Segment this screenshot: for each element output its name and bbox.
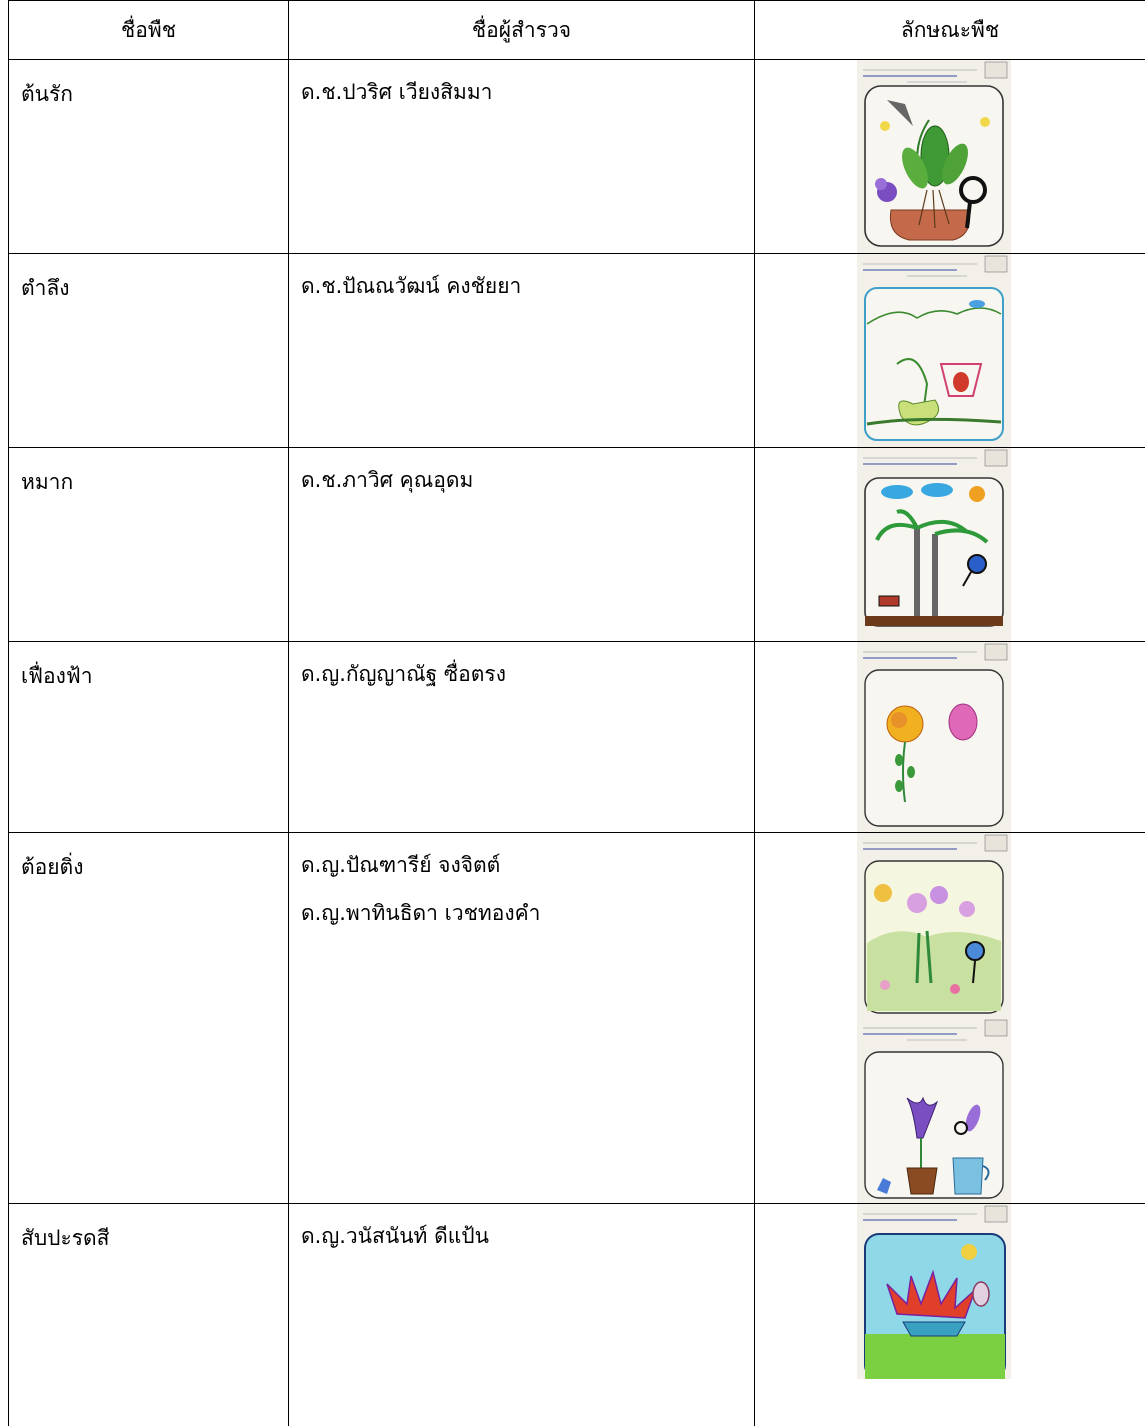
header-plant-name: ชื่อพืช — [9, 1, 289, 60]
plant-name: ต้อยติ่ง — [21, 855, 83, 879]
plant-name-cell — [9, 1204, 289, 1426]
surveyor-name: ด.ญ.วนัสนันท์ ดีแป้น — [301, 1222, 754, 1250]
header-plant-characteristics: ลักษณะพืช — [755, 1, 1145, 60]
header-surveyor-name: ชื่อผู้สำรวจ — [289, 1, 755, 60]
plant-drawing-image — [857, 642, 1011, 832]
plant-name-cell — [9, 254, 289, 448]
surveyor-cell — [289, 833, 755, 1204]
header-row — [9, 1, 1145, 60]
drawing-cell — [755, 254, 1145, 448]
plant-name: เฟื่องฟ้า — [21, 664, 93, 688]
surveyor-cell — [289, 448, 755, 642]
table-row — [9, 642, 1145, 833]
plant-drawing-image — [857, 1018, 1011, 1203]
plant-name: สับปะรดสี — [21, 1226, 110, 1250]
plant-name-cell — [9, 642, 289, 833]
surveyor-cell — [289, 60, 755, 254]
surveyor-cell — [289, 254, 755, 448]
drawing-cell — [755, 642, 1145, 833]
plant-drawing-image — [857, 448, 1011, 641]
table-row — [9, 833, 1145, 1204]
drawing-cell — [755, 1204, 1145, 1426]
plant-drawing-image — [857, 60, 1011, 253]
surveyor-name: ด.ญ.พาทินธิดา เวชทองคำ — [301, 899, 754, 927]
surveyor-name: ด.ญ.กัญญาณัฐ ซื่อตรง — [301, 660, 754, 688]
plant-name: หมาก — [21, 470, 73, 494]
surveyor-name: ด.ช.ปวริศ เวียงสิมมา — [301, 78, 754, 106]
plant-survey-table — [8, 0, 1145, 1426]
table-row — [9, 60, 1145, 254]
table-row — [9, 254, 1145, 448]
plant-drawing-image — [857, 833, 1011, 1018]
plant-name: ตำลึง — [21, 276, 70, 300]
surveyor-cell — [289, 1204, 755, 1426]
drawing-cell — [755, 60, 1145, 254]
plant-name: ต้นรัก — [21, 82, 73, 106]
drawing-cell — [755, 833, 1145, 1204]
surveyor-name: ด.ช.ปัณณวัฒน์ คงชัยยา — [301, 272, 754, 300]
surveyor-cell — [289, 642, 755, 833]
plant-name-cell — [9, 448, 289, 642]
plant-drawing-image — [857, 254, 1011, 447]
plant-drawing-image — [857, 1204, 1011, 1379]
plant-name-cell — [9, 60, 289, 254]
surveyor-name: ด.ช.ภาวิศ คุณอุดม — [301, 466, 754, 494]
surveyor-name: ด.ญ.ปัณฑารีย์ จงจิตต์ — [301, 851, 754, 879]
table-row — [9, 448, 1145, 642]
plant-name-cell — [9, 833, 289, 1204]
table-row — [9, 1204, 1145, 1426]
drawing-cell — [755, 448, 1145, 642]
